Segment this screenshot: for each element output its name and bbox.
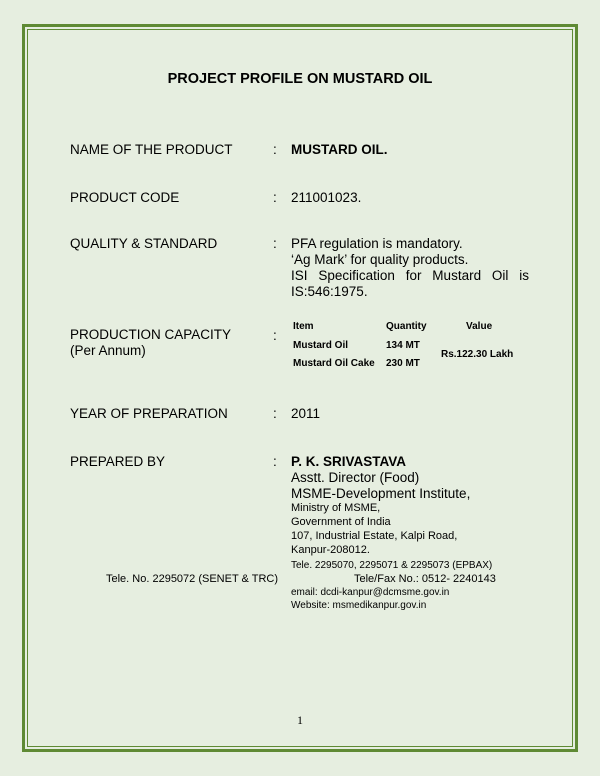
tele-senet: Tele. No. 2295072 (SENET & TRC)	[106, 573, 279, 585]
colon: :	[273, 454, 277, 469]
tele-epbax: Tele. 2295070, 2295071 & 2295073 (EPBAX)	[291, 560, 493, 571]
table-header-value: Value	[466, 321, 493, 332]
product-code-label: PRODUCT CODE	[70, 190, 180, 205]
table-cell-value: Rs.122.30 Lakh	[441, 349, 514, 360]
email: email: dcdi-kanpur@dcmsme.gov.in	[291, 587, 450, 598]
page-number: 1	[297, 713, 303, 727]
capacity-sublabel: (Per Annum)	[70, 343, 146, 358]
product-name-value: MUSTARD OIL.	[291, 142, 388, 157]
quality-line: ‘Ag Mark’ for quality products.	[291, 252, 469, 267]
capacity-label: PRODUCTION CAPACITY	[70, 327, 232, 342]
table-cell-quantity: 230 MT	[386, 358, 420, 369]
colon: :	[273, 142, 277, 157]
colon: :	[273, 236, 277, 251]
year-label: YEAR OF PREPARATION	[70, 406, 228, 421]
colon: :	[273, 406, 277, 421]
colon: :	[273, 190, 277, 205]
address-line: 107, Industrial Estate, Kalpi Road,	[291, 530, 458, 542]
colon: :	[273, 328, 277, 343]
website: Website: msmedikanpur.gov.in	[291, 600, 427, 611]
address-line: Ministry of MSME,	[291, 502, 381, 514]
address-line: Kanpur-208012.	[291, 544, 370, 556]
year-value: 2011	[291, 406, 321, 421]
quality-line: ISI Specification for Mustard Oil is	[291, 268, 529, 283]
table-header-item: Item	[293, 321, 314, 332]
table-cell-quantity: 134 MT	[386, 340, 420, 351]
product-code-value: 211001023.	[291, 190, 362, 205]
product-name-label: NAME OF THE PRODUCT	[70, 142, 233, 157]
quality-line: PFA regulation is mandatory.	[291, 236, 463, 251]
table-header-quantity: Quantity	[386, 321, 427, 332]
quality-line: IS:546:1975.	[291, 284, 368, 299]
preparer-name: P. K. SRIVASTAVA	[291, 454, 407, 469]
prepared-by-label: PREPARED BY	[70, 454, 166, 469]
tele-fax: Tele/Fax No.: 0512- 2240143	[354, 573, 496, 585]
document-title: PROJECT PROFILE ON MUSTARD OIL	[167, 71, 433, 87]
quality-label: QUALITY & STANDARD	[70, 236, 218, 251]
preparer-institute: MSME-Development Institute,	[291, 486, 471, 501]
preparer-designation: Asstt. Director (Food)	[291, 470, 420, 485]
page-border-inner	[27, 29, 573, 747]
table-cell-item: Mustard Oil	[293, 340, 349, 351]
table-cell-item: Mustard Oil Cake	[293, 358, 375, 369]
address-line: Government of India	[291, 516, 391, 528]
